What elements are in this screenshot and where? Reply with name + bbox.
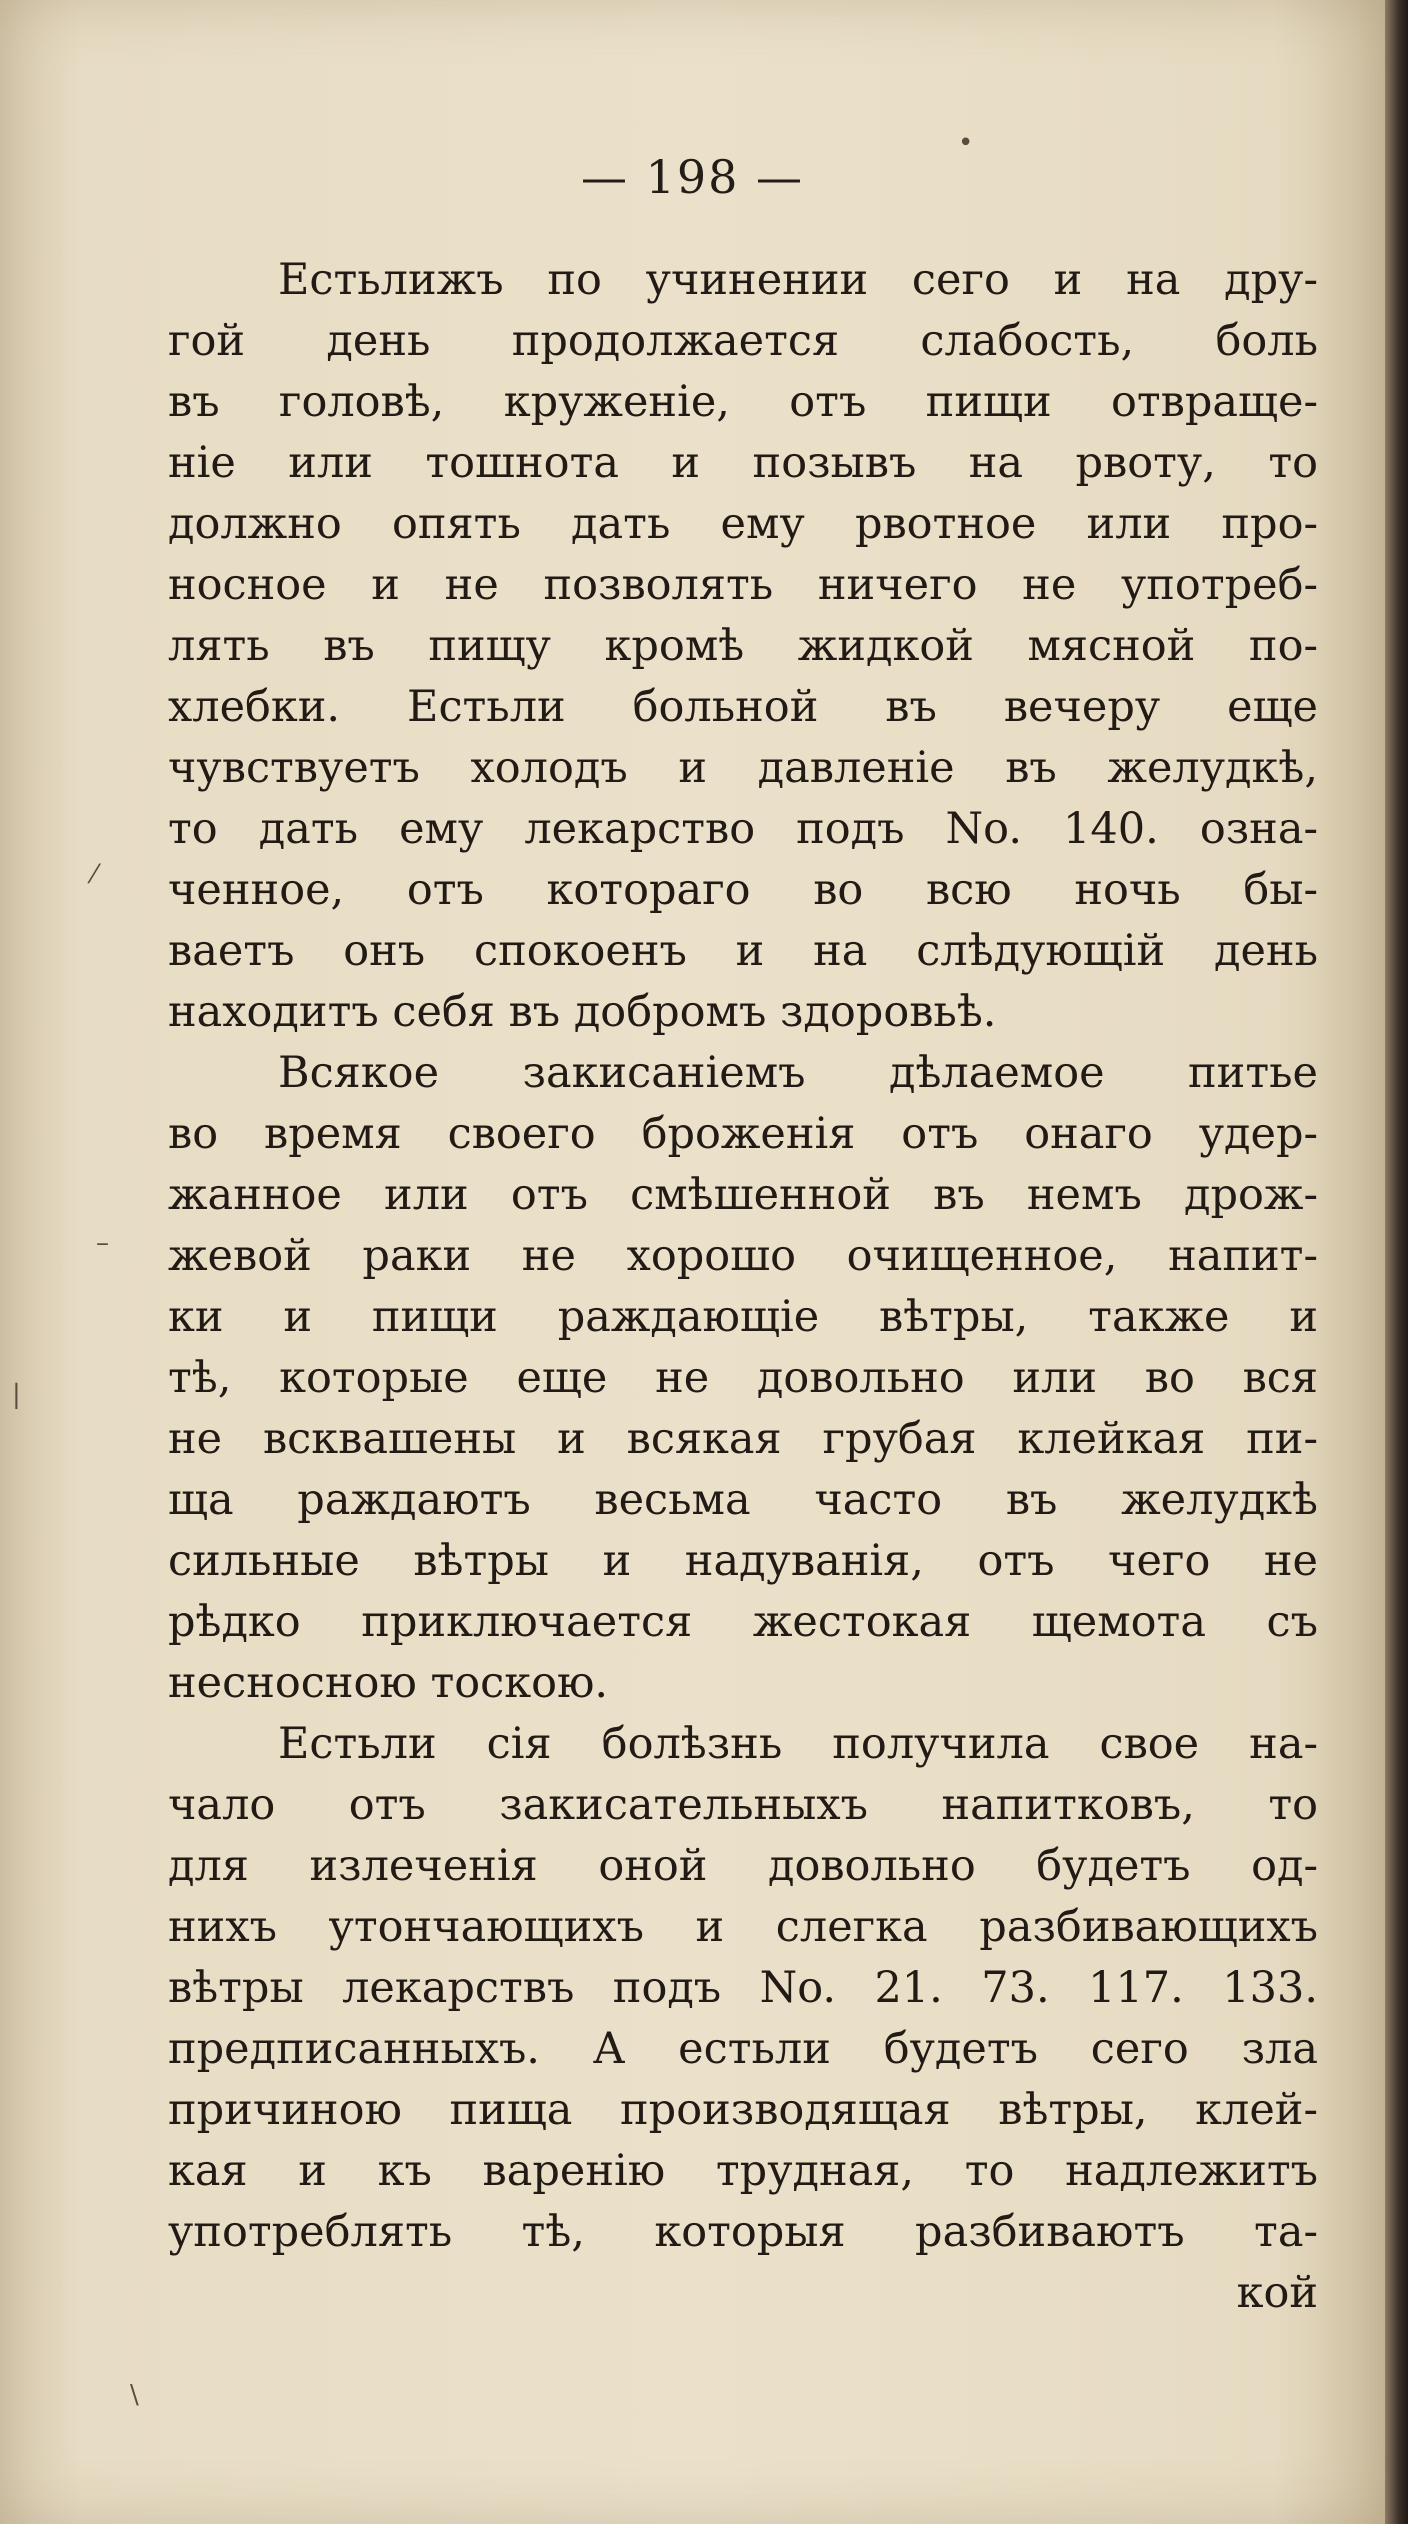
text-line: въ головѣ, круженіе, отъ пищи отвраще- xyxy=(168,377,1318,427)
text-line: причиною пища производящая вѣтры, клей- xyxy=(168,2085,1318,2135)
text-line: Всякое закисаніемъ дѣлаемое питье xyxy=(278,1048,1318,1098)
text-line: сильные вѣтры и надуванія, отъ чего не xyxy=(168,1536,1318,1586)
text-line: лять въ пищу кромѣ жидкой мясной по- xyxy=(168,621,1318,671)
text-line: несносною тоскою. xyxy=(168,1658,609,1708)
text-line: для излеченія оной довольно будетъ од- xyxy=(168,1841,1318,1891)
text-line: кая и къ варенію трудная, то надлежитъ xyxy=(168,2146,1318,2196)
text-line: ніе или тошнота и позывъ на рвоту, то xyxy=(168,438,1318,488)
text-line: жанное или отъ смѣшенной въ немъ дрож- xyxy=(168,1170,1318,1220)
paper-speck: – xyxy=(96,1228,109,1258)
text-line: жевой раки не хорошо очищенное, напит- xyxy=(168,1231,1318,1281)
page-text xyxy=(168,250,1318,2324)
page-number: — 198 — xyxy=(580,150,805,204)
text-line: ченное, отъ котораго во всю ночь бы- xyxy=(168,865,1318,915)
text-line: вѣтры лекарствъ подъ No. 21. 73. 117. 133. xyxy=(168,1963,1318,2013)
text-line: не всквашены и всякая грубая клейкая пи- xyxy=(168,1414,1318,1464)
text-line: чало отъ закисательныхъ напитковъ, то xyxy=(168,1780,1318,1830)
text-line: употреблять тѣ, которыя разбиваютъ та- xyxy=(168,2207,1318,2257)
text-line: Естьли сія болѣзнь получила свое на- xyxy=(278,1719,1318,1769)
page-edge-shadow xyxy=(1385,0,1408,2524)
paper-speck: | xyxy=(12,1380,21,1410)
text-line: тѣ, которые еще не довольно или во вся xyxy=(168,1353,1318,1403)
text-line: ки и пищи раждающіе вѣтры, также и xyxy=(168,1292,1318,1342)
text-line: находитъ себя въ добромъ здоровьѣ. xyxy=(168,987,997,1037)
paragraph xyxy=(168,1714,1318,2263)
text-line: гой день продолжается слабость, боль xyxy=(168,316,1318,366)
text-line: чувствуетъ холодъ и давленіе въ желудкѣ, xyxy=(168,743,1318,793)
text-line: хлебки. Естьли больной въ вечеру еще xyxy=(168,682,1318,732)
paragraph xyxy=(168,250,1318,1043)
text-line: то дать ему лекарство подъ No. 140. озна- xyxy=(168,804,1318,854)
paper-speck: \ xyxy=(130,2380,139,2410)
text-line: нихъ утончающихъ и слегка разбивающихъ xyxy=(168,1902,1318,1952)
text-line: носное и не позволять ничего не употреб- xyxy=(168,560,1318,610)
text-line: предписанныхъ. А естьли будетъ сего зла xyxy=(168,2024,1318,2074)
paper-speck: • xyxy=(958,128,974,158)
text-line: ща раждаютъ весьма часто въ желудкѣ xyxy=(168,1475,1318,1525)
paper-speck: ⁄ xyxy=(92,860,97,890)
text-line: Естьлижъ по учинении сего и на дру- xyxy=(278,255,1318,305)
text-line: во время своего броженія отъ онаго удер- xyxy=(168,1109,1318,1159)
paragraph xyxy=(168,1043,1318,1714)
text-line: ваетъ онъ спокоенъ и на слѣдующій день xyxy=(168,926,1318,976)
text-line: рѣдко приключается жестокая щемота съ xyxy=(168,1597,1318,1647)
catchword: кой xyxy=(1236,2268,1318,2318)
text-line: должно опять дать ему рвотное или про- xyxy=(168,499,1318,549)
